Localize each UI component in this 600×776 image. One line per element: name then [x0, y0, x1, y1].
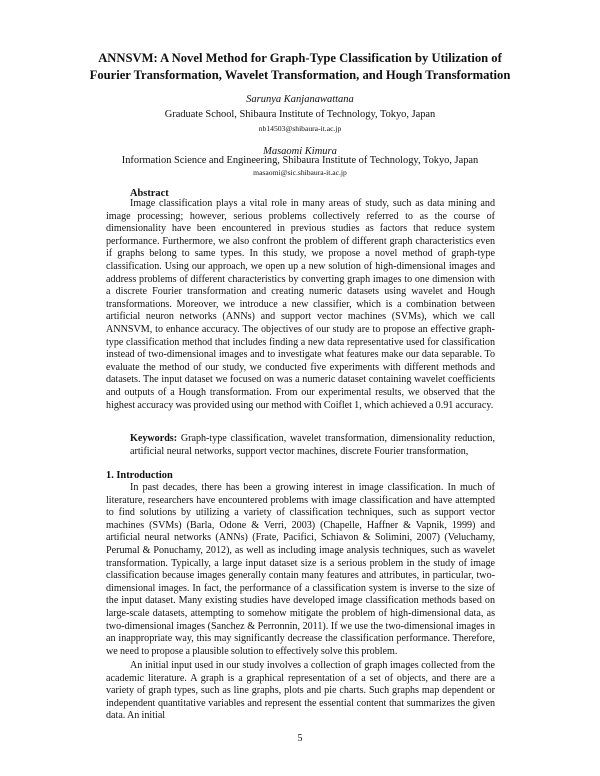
page-number: 5: [297, 733, 303, 744]
introduction-paragraph-1: In past decades, there has been a growing interest in image classification. In much of literature, researchers have encountered problems with image classification and have attempted to find solutions by utilizing a variety of classification techniques, such as support vector machines (SVMs) (Barla, Odone & Verri, 2003) (Chapelle, Haffner & Vapnik, 1999) and artificial neural networks (ANNs) (Frate, Pacifici, Schiavon & Solimini, 2007) (Veluchamy, Perumal & Ponuchamy, 2012), as well as including image analysis techniques, such as wavelet transformation. Typically, a large input dataset size is a serious problem in the study of image classification because images generally contain many features and attributes, in particular, two-dimensional images. In fact, the performance of a classification system is inverse to the size of the input dataset. Many existing studies have developed image classification methods based on large-scale datasets, attempting to somehow mitigate the problem of high-dimensional data, as two-dimensional images (Sanchez & Perronnin, 2011). If we use the two-dimensional images in an inappropriate way, this may significantly decrease the classification performance. Therefore, we need to propose a plausible solution to effectively solve this problem.: [106, 482, 495, 657]
author-affiliation-2: Information Science and Engineering, Shibaura Institute of Technology, Tokyo, Japan: [121, 155, 479, 166]
author-email-2: masaomi@sic.shibaura-it.ac.jp: [253, 168, 347, 177]
introduction-paragraph-2: An initial input used in our study involves a collection of graph images collected from the academic literature. A graph is a graphical representation of a set of objects, and there are a variety of graph types, such as line graphs, plots and pie charts. Such graphs map dependent or independent quantitative variables and represent the essential content that summarizes the given data. An initial: [106, 660, 495, 722]
author-email-1: nb14503@shibaura-it.ac.jp: [258, 124, 342, 133]
title-line-2: Fourier Transformation, Wavelet Transformation, and Hough Transformation: [89, 68, 511, 82]
keywords-label: Keywords:: [130, 433, 178, 444]
title-line-1: ANNSVM: A Novel Method for Graph-Type Classification by Utilization of: [98, 51, 502, 65]
author-affiliation-1: Graduate School, Shibaura Institute of Technology, Tokyo, Japan: [164, 109, 436, 120]
author-name-1: Sarunya Kanjanawattana: [246, 94, 354, 105]
abstract-text: Image classification plays a vital role in many areas of study, such as data mining and image processing; however, serious problems collectively referred to as the course of dimensionality have been encountered in previous studies as factors that reduce system performance. Furthermore, we also confront the problem of different graph characteristics even if graphs belong to same types. In this study, we propose a novel method of graph-type classification. Using our approach, we open up a new solution of high-dimensional images and address problems of different characteristics by converting graph images to one dimension with a discrete Fourier transformation and creating numeric datasets using wavelet and Hough transformations. Moreover, we introduce a new classifier, which is a combination between artificial neuron networks (ANNs) and support vector machines (SVMs), which we call ANNSVM, to enhance accuracy. The objectives of our study are to propose an effective graph-type classification method that includes finding a new data representative used for classification instead of two-dimensional images and to investigate what features make our data separable. To evaluate the method of our study, we conducted five experiments with different methods and datasets. The input dataset we focused on was a numeric dataset containing wavelet coefficients and outputs of a Hough transformation. From our experimental results, we observed that the highest accuracy was provided using our method with Coiflet 1, which achieved a 0.91 accuracy.: [106, 198, 495, 411]
introduction-heading: 1. Introduction: [106, 470, 173, 481]
keywords-block: [130, 433, 495, 458]
author-name-2: Masaomi Kimura: [263, 146, 337, 157]
abstract-heading: Abstract: [130, 188, 169, 199]
paper-title: [60, 50, 540, 84]
keywords-text: Graph-type classification, wavelet transformation, dimensionality reduction, artificial neural networks, support vector machines, discrete Fourier transformation,: [130, 433, 495, 457]
